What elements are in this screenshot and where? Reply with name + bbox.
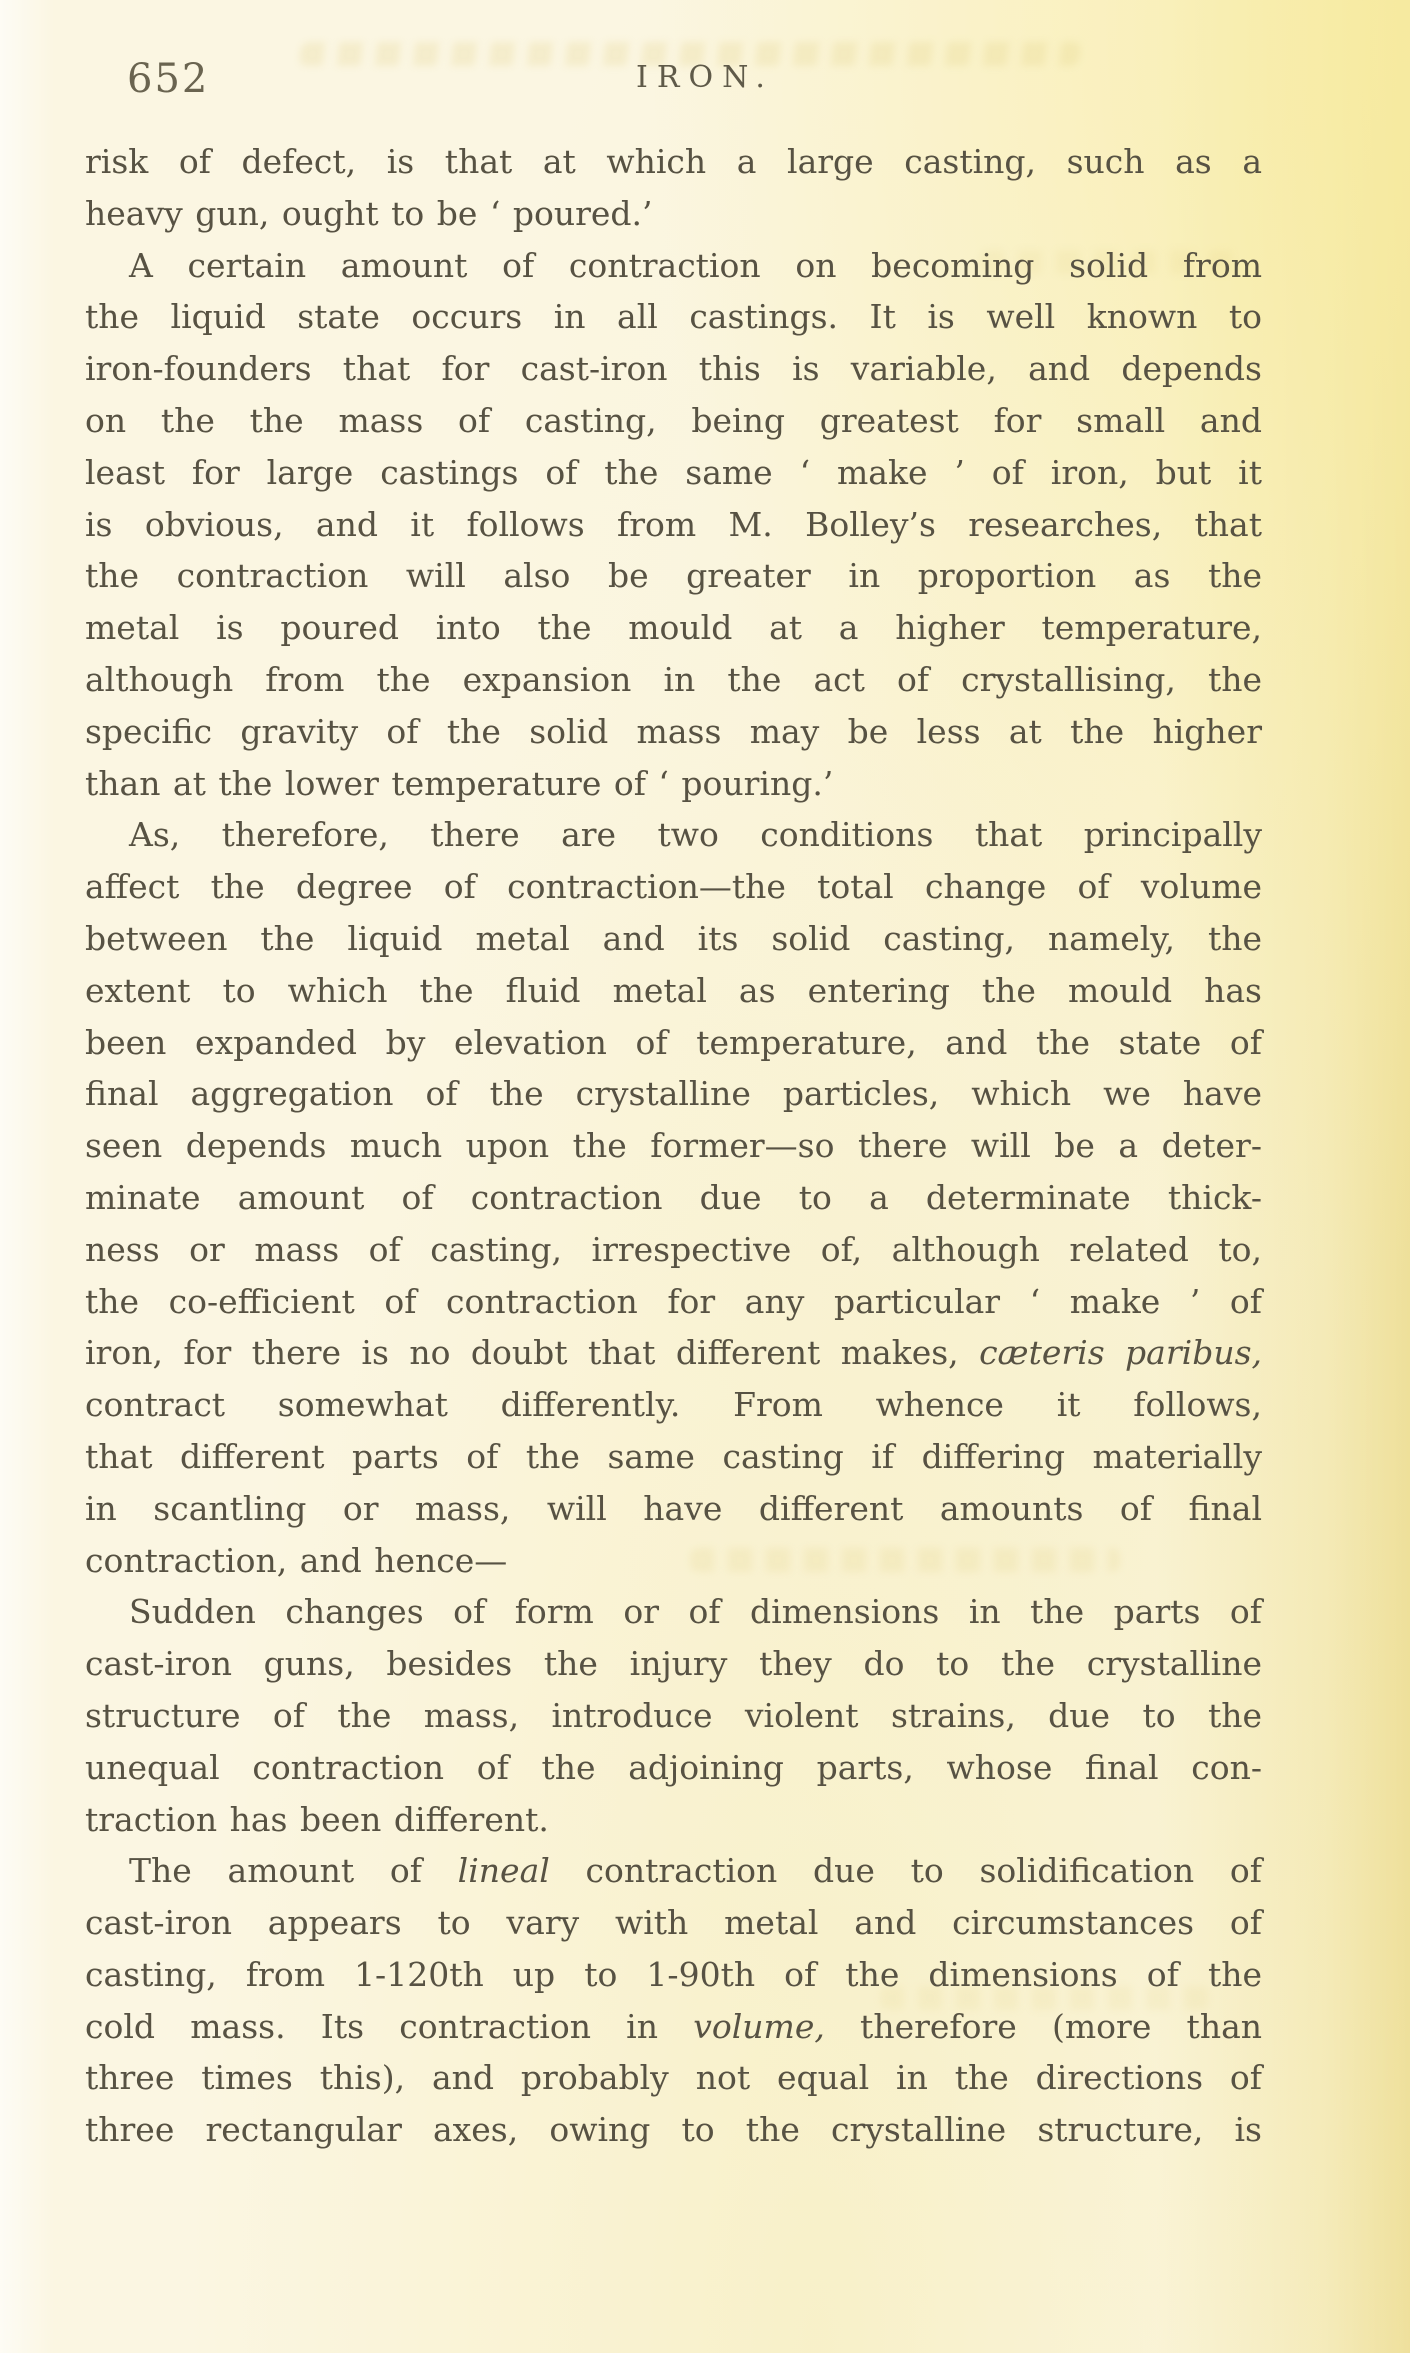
text-line: three times this), and probably not equal in the directions of	[85, 2058, 1262, 2098]
text-line: in scantling or mass, will have different amounts of final	[85, 1488, 1262, 1528]
text-line: is obvious, and it follows from M. Bolley’s researches, that	[85, 504, 1262, 544]
text-line: minate amount of contraction due to a determinate thick-	[85, 1177, 1262, 1217]
paragraph	[85, 136, 1262, 240]
text-line: extent to which the fluid metal as entering the mould has	[85, 970, 1262, 1010]
page-number: 652	[127, 56, 210, 102]
text-line: specific gravity of the solid mass may be less at the higher	[85, 711, 1262, 751]
paragraph	[85, 809, 1262, 1586]
paragraph	[85, 1586, 1262, 1845]
text-line: unequal contraction of the adjoining parts, whose final con-	[85, 1747, 1262, 1787]
paragraph	[85, 240, 1262, 810]
text-line: cast-iron guns, besides the injury they do to the crystalline	[85, 1644, 1262, 1684]
text-line: Sudden changes of form or of dimensions in the parts of	[129, 1592, 1262, 1632]
text-line: structure of the mass, introduce violent strains, due to the	[85, 1695, 1262, 1735]
running-head: IRON.	[636, 60, 774, 95]
text-line: iron-founders that for cast-iron this is variable, and depends	[85, 349, 1262, 389]
text-line: between the liquid metal and its solid casting, namely, the	[85, 918, 1262, 958]
text-line: ness or mass of casting, irrespective of, although related to,	[85, 1229, 1262, 1269]
text-line: metal is poured into the mould at a higher temperature,	[85, 608, 1262, 648]
paragraph	[85, 1845, 1262, 2156]
text-line: affect the degree of contraction—the total change of volume	[85, 867, 1262, 907]
text-line: the liquid state occurs in all castings. It is well known to	[85, 297, 1262, 337]
italic-phrase: lineal	[457, 1851, 550, 1891]
text-line: than at the lower temperature of ‘ pouring.’	[85, 763, 834, 803]
text-line: three rectangular axes, owing to the crystalline structure, is	[85, 2110, 1262, 2150]
text-line: been expanded by elevation of temperature, and the state of	[85, 1022, 1262, 1062]
italic-phrase: cæteris paribus,	[979, 1333, 1262, 1373]
text-line: The amount of lineal contraction due to solidification of	[129, 1851, 1262, 1891]
text-line: casting, from 1-120th up to 1-90th of the dimensions of the	[85, 1954, 1262, 1994]
text-line: traction has been different.	[85, 1799, 549, 1839]
text-line: risk of defect, is that at which a large casting, such as a	[85, 142, 1262, 181]
text-line: contract somewhat differently. From whence it follows,	[85, 1385, 1262, 1425]
text-line: final aggregation of the crystalline particles, which we have	[85, 1074, 1262, 1114]
text-line: contraction, and hence—	[85, 1540, 508, 1580]
text-line: cast-iron appears to vary with metal and circumstances of	[85, 1903, 1262, 1943]
text-line: cold mass. Its contraction in volume, therefore (more than	[85, 2006, 1263, 2046]
text-line: that different parts of the same casting if differing materially	[85, 1436, 1262, 1476]
page-body	[85, 136, 1262, 2156]
text-line: seen depends much upon the former—so there will be a deter-	[85, 1126, 1262, 1166]
text-line: the co-efficient of contraction for any particular ‘ make ’ of	[85, 1281, 1262, 1321]
text-line: A certain amount of contraction on becoming solid from	[129, 245, 1262, 285]
text-line: iron, for there is no doubt that different makes, cæteris paribus,	[85, 1333, 1262, 1373]
text-line: As, therefore, there are two conditions that principally	[129, 815, 1262, 855]
text-line: although from the expansion in the act of crystallising, the	[85, 659, 1262, 699]
italic-phrase: volume,	[693, 2006, 825, 2046]
text-line: heavy gun, ought to be ‘ poured.’	[85, 193, 653, 233]
text-line: least for large castings of the same ‘ make ’ of iron, but it	[85, 452, 1262, 492]
text-line: on the the mass of casting, being greatest for small and	[85, 400, 1262, 440]
text-line: the contraction will also be greater in proportion as the	[85, 556, 1262, 596]
